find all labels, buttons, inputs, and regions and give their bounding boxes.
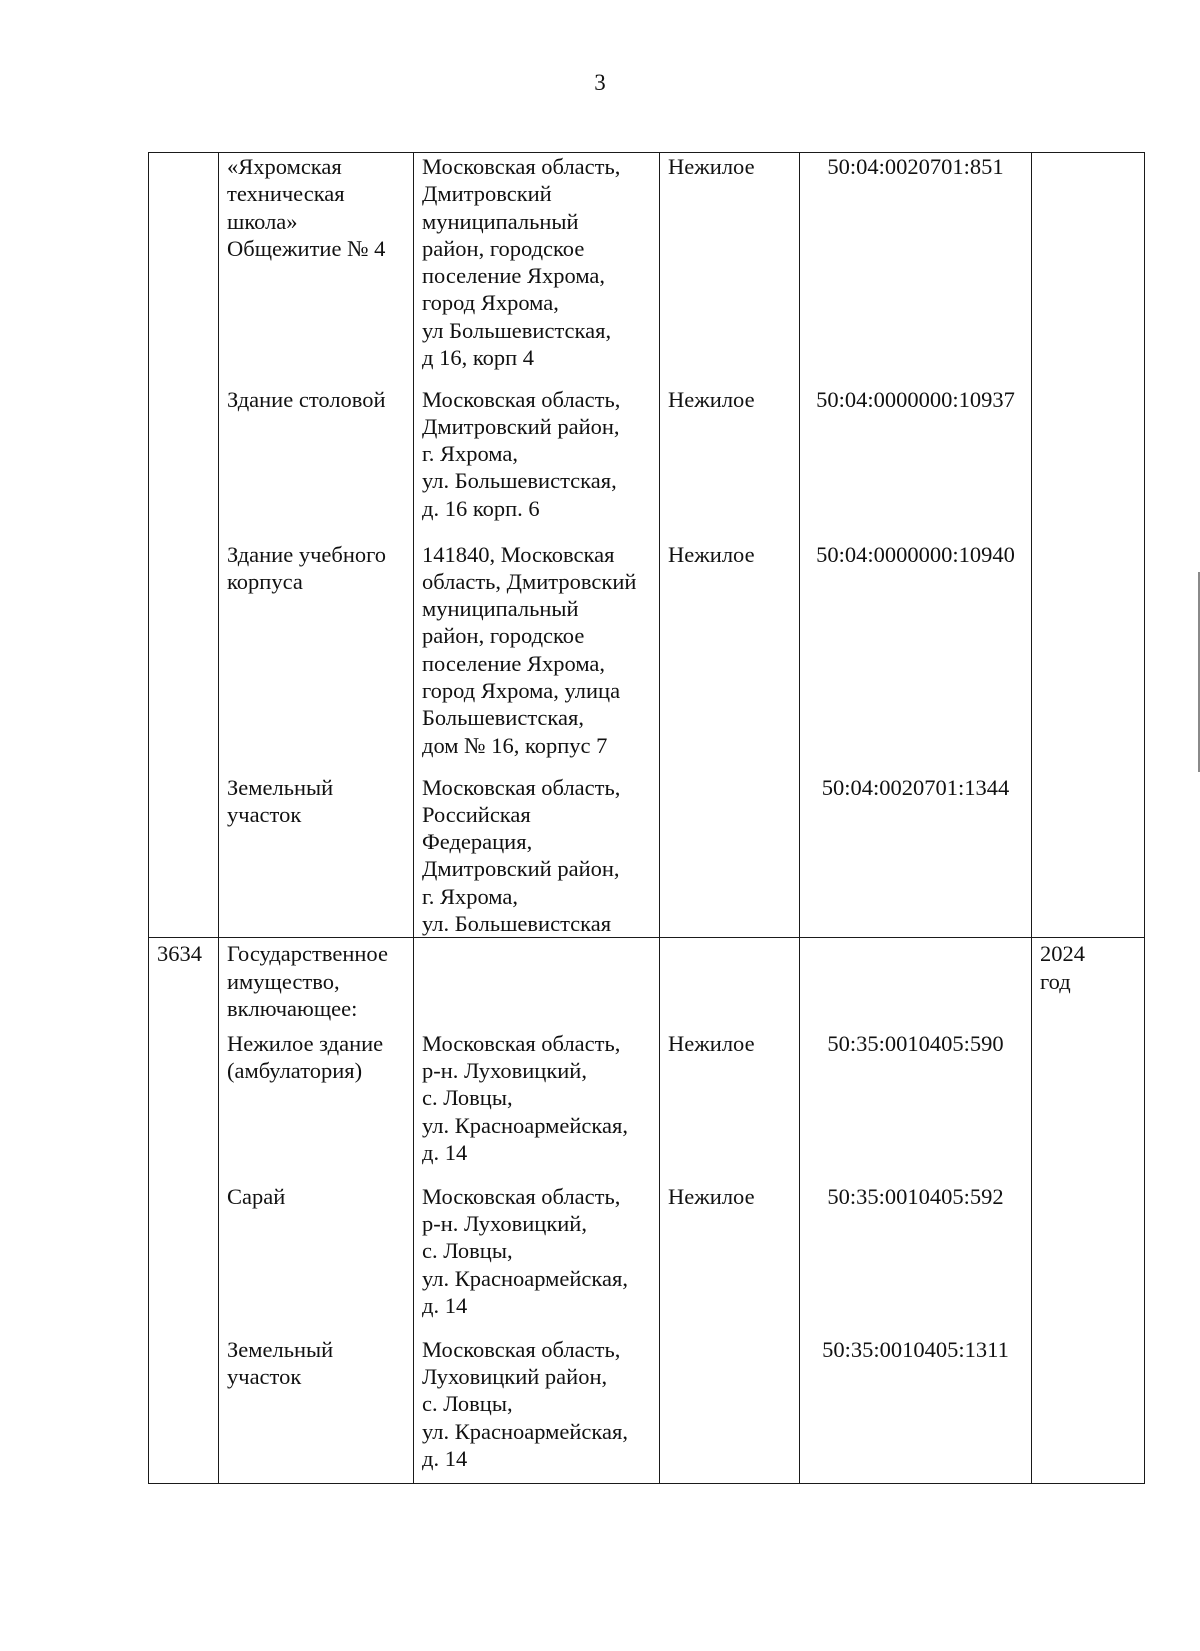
object-kind: Нежилое: [660, 153, 800, 386]
row-number: [149, 153, 219, 386]
row-number: [149, 1030, 219, 1183]
row-number: [149, 774, 219, 938]
table-row: [149, 541, 1145, 774]
year: [1032, 1183, 1145, 1336]
object-name: Здание учебного корпуса: [219, 541, 414, 774]
object-kind: Нежилое: [660, 1030, 800, 1183]
year: [1032, 1030, 1145, 1183]
object-address: Московская область, Луховицкий район, с. Ловцы, ул. Красноармейская, д. 14: [414, 1336, 660, 1484]
cadastral-number: 50:35:0010405:1311: [800, 1336, 1032, 1484]
object-address: 141840, Московская область, Дмитровский муниципальный район, городское поселение Яхрома, город Яхрома, улица Большевистская, дом № 16, корпус 7: [414, 541, 660, 774]
page-number: 3: [594, 70, 606, 95]
row-number: [149, 386, 219, 541]
object-address: Московская область, Дмитровский район, г. Яхрома, ул. Большевистская, д. 16 корп. 6: [414, 386, 660, 541]
year: [1032, 153, 1145, 386]
object-name: «Яхромская техническая школа» Общежитие № 4: [219, 153, 414, 386]
table-row: [149, 1336, 1145, 1484]
cadastral-number: 50:35:0010405:590: [800, 1030, 1032, 1183]
cadastral-number: 50:04:0020701:1344: [800, 774, 1032, 938]
object-address: Московская область, р-н. Луховицкий, с. Ловцы, ул. Красноармейская, д. 14: [414, 1183, 660, 1336]
year: [1032, 541, 1145, 774]
cadastral-number: 50:04:0000000:10937: [800, 386, 1032, 541]
cadastral-number: 50:35:0010405:592: [800, 1183, 1032, 1336]
object-name: Нежилое здание (амбулатория): [219, 1030, 414, 1183]
year: [1032, 1336, 1145, 1484]
object-name: Сарай: [219, 1183, 414, 1336]
table-row: [149, 386, 1145, 541]
table-row: [149, 938, 1145, 1030]
object-name: Земельный участок: [219, 1336, 414, 1484]
row-number: [149, 541, 219, 774]
object-kind: Нежилое: [660, 386, 800, 541]
object-name: Государственное имущество, включающее:: [219, 938, 414, 1030]
object-kind: [660, 774, 800, 938]
table-row: [149, 1183, 1145, 1336]
table-row: [149, 1030, 1145, 1183]
table-row: [149, 153, 1145, 386]
object-name: Здание столовой: [219, 386, 414, 541]
cadastral-number: [800, 938, 1032, 1030]
object-address: Московская область, р-н. Луховицкий, с. Ловцы, ул. Красноармейская, д. 14: [414, 1030, 660, 1183]
object-kind: [660, 938, 800, 1030]
cadastral-number: 50:04:0000000:10940: [800, 541, 1032, 774]
year: 2024 год: [1032, 938, 1145, 1030]
row-number: 3634: [149, 938, 219, 1030]
object-kind: [660, 1336, 800, 1484]
object-address: Московская область, Дмитровский муниципальный район, городское поселение Яхрома, город Яхрома, ул Большевистская, д 16, корп 4: [414, 153, 660, 386]
property-table: [148, 152, 1145, 1484]
object-kind: Нежилое: [660, 1183, 800, 1336]
object-address: [414, 938, 660, 1030]
object-name: Земельный участок: [219, 774, 414, 938]
row-number: [149, 1183, 219, 1336]
cadastral-number: 50:04:0020701:851: [800, 153, 1032, 386]
year: [1032, 386, 1145, 541]
row-number: [149, 1336, 219, 1484]
year: [1032, 774, 1145, 938]
object-kind: Нежилое: [660, 541, 800, 774]
table-row: [149, 774, 1145, 938]
object-address: Московская область, Российская Федерация, Дмитровский район, г. Яхрома, ул. Большевистская: [414, 774, 660, 938]
